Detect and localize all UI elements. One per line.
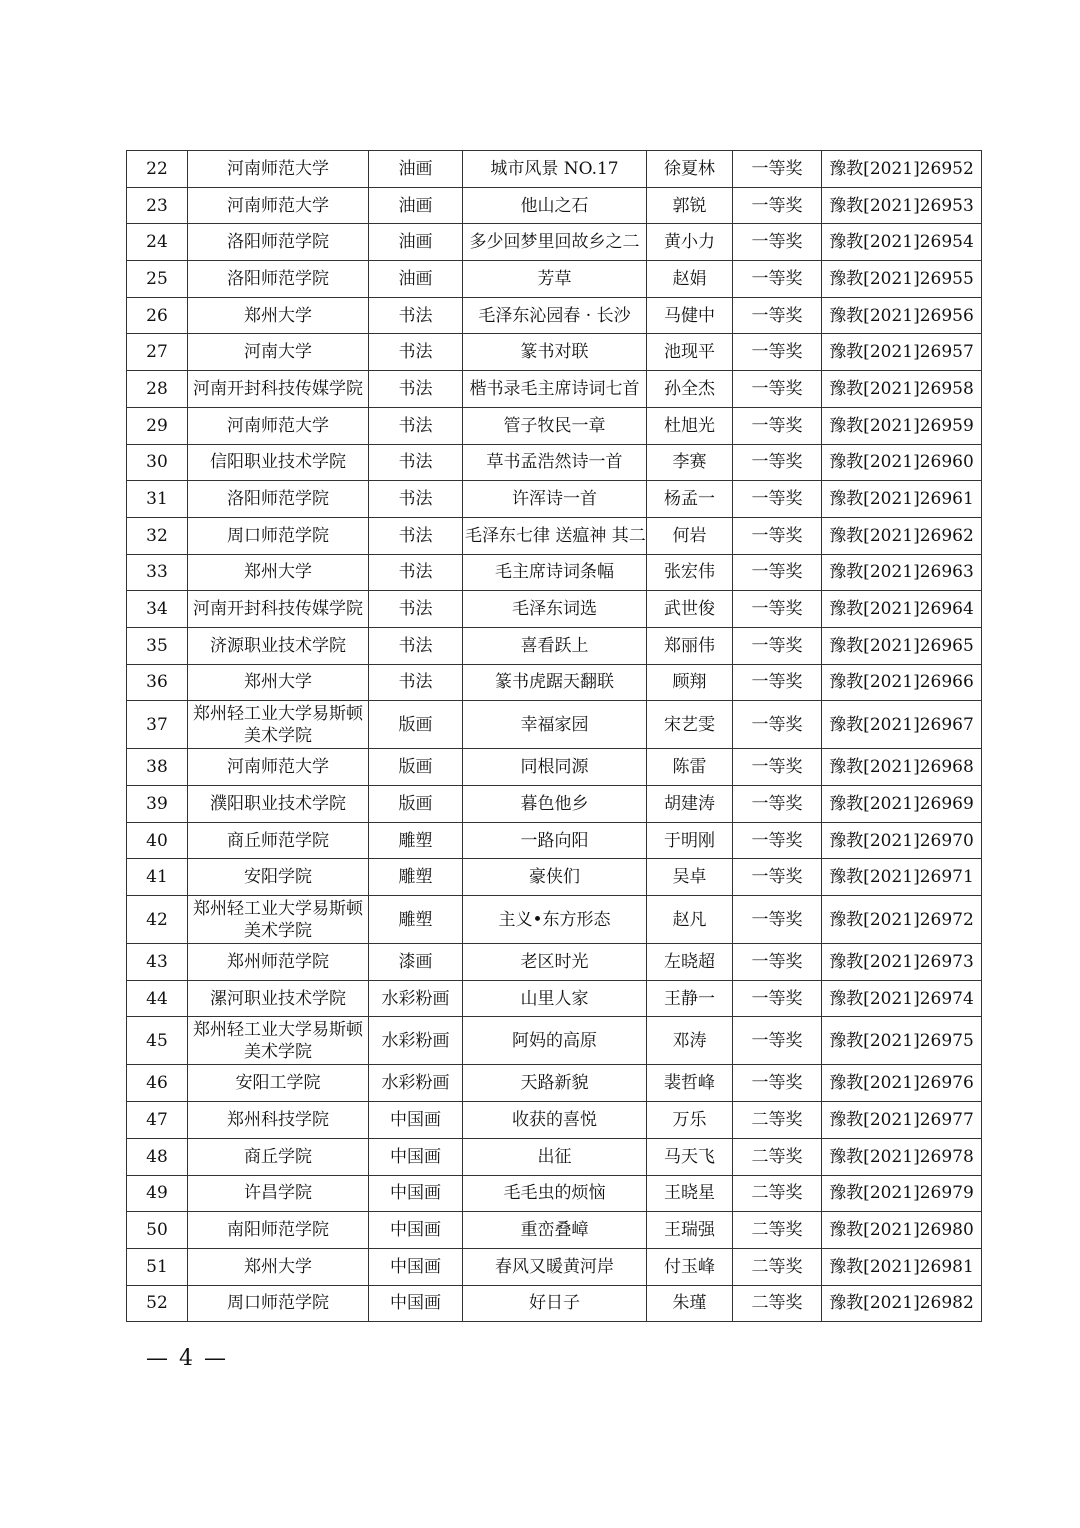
artwork-title-cell: 暮色他乡 — [463, 786, 647, 823]
category-cell: 书法 — [369, 554, 463, 591]
document-number-cell: 豫教[2021]26977 — [822, 1102, 982, 1139]
document-number-cell: 豫教[2021]26953 — [822, 187, 982, 224]
author-name-cell: 徐夏林 — [647, 151, 733, 188]
row-number-cell: 45 — [127, 1017, 188, 1065]
document-number-cell: 豫教[2021]26971 — [822, 859, 982, 896]
row-number-cell: 47 — [127, 1102, 188, 1139]
table-row — [127, 151, 982, 188]
document-number-cell: 豫教[2021]26979 — [822, 1175, 982, 1212]
author-name-cell: 赵凡 — [647, 896, 733, 944]
school-name-cell: 洛阳师范学院 — [188, 481, 369, 518]
award-level-cell: 一等奖 — [733, 407, 822, 444]
row-number-cell: 50 — [127, 1212, 188, 1249]
award-level-cell: 一等奖 — [733, 627, 822, 664]
row-number-cell: 31 — [127, 481, 188, 518]
school-name-cell: 河南师范大学 — [188, 407, 369, 444]
award-level-cell: 一等奖 — [733, 444, 822, 481]
artwork-title-cell: 一路向阳 — [463, 822, 647, 859]
document-number-cell: 豫教[2021]26960 — [822, 444, 982, 481]
artwork-title-cell: 重峦叠嶂 — [463, 1212, 647, 1249]
category-cell: 书法 — [369, 664, 463, 701]
document-number-cell: 豫教[2021]26964 — [822, 591, 982, 628]
row-number-cell: 38 — [127, 749, 188, 786]
table-row — [127, 1102, 982, 1139]
school-name-cell: 郑州大学 — [188, 297, 369, 334]
table-row — [127, 481, 982, 518]
award-level-cell: 一等奖 — [733, 187, 822, 224]
table-row — [127, 1065, 982, 1102]
school-name-cell: 南阳师范学院 — [188, 1212, 369, 1249]
artwork-title-cell: 山里人家 — [463, 980, 647, 1017]
document-number-cell: 豫教[2021]26965 — [822, 627, 982, 664]
row-number-cell: 48 — [127, 1138, 188, 1175]
category-cell: 水彩粉画 — [369, 1017, 463, 1065]
row-number-cell: 35 — [127, 627, 188, 664]
award-level-cell: 二等奖 — [733, 1138, 822, 1175]
category-cell: 中国画 — [369, 1138, 463, 1175]
author-name-cell: 杨孟一 — [647, 481, 733, 518]
table-row — [127, 517, 982, 554]
category-cell: 书法 — [369, 297, 463, 334]
table-row — [127, 980, 982, 1017]
author-name-cell: 马健中 — [647, 297, 733, 334]
school-name-cell: 濮阳职业技术学院 — [188, 786, 369, 823]
row-number-cell: 40 — [127, 822, 188, 859]
table-row — [127, 554, 982, 591]
row-number-cell: 29 — [127, 407, 188, 444]
table-row — [127, 297, 982, 334]
row-number-cell: 28 — [127, 371, 188, 408]
table-row — [127, 1017, 982, 1065]
award-level-cell: 一等奖 — [733, 980, 822, 1017]
row-number-cell: 51 — [127, 1248, 188, 1285]
table-row — [127, 1248, 982, 1285]
table-row — [127, 1212, 982, 1249]
table-row — [127, 896, 982, 944]
table-row — [127, 627, 982, 664]
row-number-cell: 25 — [127, 261, 188, 298]
school-name-cell: 漯河职业技术学院 — [188, 980, 369, 1017]
author-name-cell: 吴卓 — [647, 859, 733, 896]
row-number-cell: 43 — [127, 944, 188, 981]
author-name-cell: 何岩 — [647, 517, 733, 554]
artwork-title-cell: 老区时光 — [463, 944, 647, 981]
author-name-cell: 郑丽伟 — [647, 627, 733, 664]
award-level-cell: 二等奖 — [733, 1248, 822, 1285]
document-number-cell: 豫教[2021]26974 — [822, 980, 982, 1017]
artwork-title-cell: 多少回梦里回故乡之二 — [463, 224, 647, 261]
table-row — [127, 407, 982, 444]
row-number-cell: 22 — [127, 151, 188, 188]
award-level-cell: 一等奖 — [733, 859, 822, 896]
category-cell: 书法 — [369, 627, 463, 664]
category-cell: 版画 — [369, 749, 463, 786]
artwork-title-cell: 管子牧民一章 — [463, 407, 647, 444]
category-cell: 油画 — [369, 224, 463, 261]
page-number: — 4 — — [146, 1346, 228, 1371]
category-cell: 油画 — [369, 151, 463, 188]
author-name-cell: 李赛 — [647, 444, 733, 481]
row-number-cell: 34 — [127, 591, 188, 628]
table-row — [127, 444, 982, 481]
artwork-title-cell: 好日子 — [463, 1285, 647, 1322]
row-number-cell: 32 — [127, 517, 188, 554]
row-number-cell: 41 — [127, 859, 188, 896]
school-name-cell: 郑州轻工业大学易斯顿美术学院 — [188, 896, 369, 944]
category-cell: 漆画 — [369, 944, 463, 981]
award-level-cell: 二等奖 — [733, 1102, 822, 1139]
author-name-cell: 裴哲峰 — [647, 1065, 733, 1102]
author-name-cell: 左晓超 — [647, 944, 733, 981]
school-name-cell: 安阳工学院 — [188, 1065, 369, 1102]
row-number-cell: 24 — [127, 224, 188, 261]
artwork-title-cell: 豪侠们 — [463, 859, 647, 896]
document-number-cell: 豫教[2021]26959 — [822, 407, 982, 444]
category-cell: 雕塑 — [369, 896, 463, 944]
artwork-title-cell: 毛主席诗词条幅 — [463, 554, 647, 591]
artwork-title-cell: 毛泽东七律 送瘟神 其二 — [463, 517, 647, 554]
award-level-cell: 一等奖 — [733, 822, 822, 859]
author-name-cell: 陈雷 — [647, 749, 733, 786]
award-level-cell: 二等奖 — [733, 1285, 822, 1322]
table-row — [127, 591, 982, 628]
school-name-cell: 郑州大学 — [188, 664, 369, 701]
award-level-cell: 一等奖 — [733, 151, 822, 188]
document-number-cell: 豫教[2021]26963 — [822, 554, 982, 591]
table-row — [127, 187, 982, 224]
author-name-cell: 顾翔 — [647, 664, 733, 701]
school-name-cell: 河南师范大学 — [188, 151, 369, 188]
award-level-cell: 一等奖 — [733, 297, 822, 334]
table-body — [127, 151, 982, 1322]
document-number-cell: 豫教[2021]26972 — [822, 896, 982, 944]
school-name-cell: 周口师范学院 — [188, 1285, 369, 1322]
row-number-cell: 36 — [127, 664, 188, 701]
row-number-cell: 30 — [127, 444, 188, 481]
award-level-cell: 二等奖 — [733, 1212, 822, 1249]
artwork-title-cell: 收获的喜悦 — [463, 1102, 647, 1139]
row-number-cell: 52 — [127, 1285, 188, 1322]
author-name-cell: 王瑞强 — [647, 1212, 733, 1249]
award-level-cell: 一等奖 — [733, 481, 822, 518]
category-cell: 书法 — [369, 334, 463, 371]
table-row — [127, 664, 982, 701]
document-number-cell: 豫教[2021]26970 — [822, 822, 982, 859]
row-number-cell: 27 — [127, 334, 188, 371]
table-row — [127, 786, 982, 823]
award-level-cell: 一等奖 — [733, 1065, 822, 1102]
school-name-cell: 河南大学 — [188, 334, 369, 371]
school-name-cell: 郑州科技学院 — [188, 1102, 369, 1139]
row-number-cell: 44 — [127, 980, 188, 1017]
document-number-cell: 豫教[2021]26961 — [822, 481, 982, 518]
school-name-cell: 郑州轻工业大学易斯顿美术学院 — [188, 1017, 369, 1065]
category-cell: 雕塑 — [369, 822, 463, 859]
row-number-cell: 42 — [127, 896, 188, 944]
author-name-cell: 张宏伟 — [647, 554, 733, 591]
school-name-cell: 郑州大学 — [188, 554, 369, 591]
artwork-title-cell: 草书孟浩然诗一首 — [463, 444, 647, 481]
award-level-cell: 一等奖 — [733, 896, 822, 944]
award-level-cell: 一等奖 — [733, 371, 822, 408]
table-row — [127, 1285, 982, 1322]
category-cell: 水彩粉画 — [369, 1065, 463, 1102]
category-cell: 中国画 — [369, 1175, 463, 1212]
table-row — [127, 1138, 982, 1175]
artwork-title-cell: 芳草 — [463, 261, 647, 298]
category-cell: 书法 — [369, 591, 463, 628]
award-level-cell: 一等奖 — [733, 1017, 822, 1065]
artwork-title-cell: 篆书对联 — [463, 334, 647, 371]
author-name-cell: 万乐 — [647, 1102, 733, 1139]
school-name-cell: 郑州轻工业大学易斯顿美术学院 — [188, 701, 369, 749]
table-row — [127, 371, 982, 408]
author-name-cell: 王晓星 — [647, 1175, 733, 1212]
category-cell: 书法 — [369, 371, 463, 408]
document-number-cell: 豫教[2021]26980 — [822, 1212, 982, 1249]
category-cell: 中国画 — [369, 1285, 463, 1322]
document-number-cell: 豫教[2021]26955 — [822, 261, 982, 298]
artwork-title-cell: 楷书录毛主席诗词七首 — [463, 371, 647, 408]
author-name-cell: 胡建涛 — [647, 786, 733, 823]
document-number-cell: 豫教[2021]26975 — [822, 1017, 982, 1065]
document-number-cell: 豫教[2021]26981 — [822, 1248, 982, 1285]
table-row — [127, 859, 982, 896]
artwork-title-cell: 他山之石 — [463, 187, 647, 224]
author-name-cell: 赵娟 — [647, 261, 733, 298]
school-name-cell: 洛阳师范学院 — [188, 224, 369, 261]
document-number-cell: 豫教[2021]26957 — [822, 334, 982, 371]
artwork-title-cell: 毛泽东词选 — [463, 591, 647, 628]
document-number-cell: 豫教[2021]26954 — [822, 224, 982, 261]
category-cell: 书法 — [369, 481, 463, 518]
row-number-cell: 37 — [127, 701, 188, 749]
document-number-cell: 豫教[2021]26978 — [822, 1138, 982, 1175]
author-name-cell: 王静一 — [647, 980, 733, 1017]
school-name-cell: 商丘学院 — [188, 1138, 369, 1175]
school-name-cell: 郑州大学 — [188, 1248, 369, 1285]
award-level-cell: 一等奖 — [733, 334, 822, 371]
document-number-cell: 豫教[2021]26962 — [822, 517, 982, 554]
artwork-title-cell: 毛毛虫的烦恼 — [463, 1175, 647, 1212]
author-name-cell: 邓涛 — [647, 1017, 733, 1065]
school-name-cell: 许昌学院 — [188, 1175, 369, 1212]
document-number-cell: 豫教[2021]26973 — [822, 944, 982, 981]
award-level-cell: 一等奖 — [733, 664, 822, 701]
document-number-cell: 豫教[2021]26976 — [822, 1065, 982, 1102]
school-name-cell: 商丘师范学院 — [188, 822, 369, 859]
artwork-title-cell: 幸福家园 — [463, 701, 647, 749]
table-row — [127, 1175, 982, 1212]
category-cell: 中国画 — [369, 1102, 463, 1139]
artwork-title-cell: 许浑诗一首 — [463, 481, 647, 518]
document-number-cell: 豫教[2021]26967 — [822, 701, 982, 749]
table-row — [127, 822, 982, 859]
school-name-cell: 济源职业技术学院 — [188, 627, 369, 664]
artwork-title-cell: 毛泽东沁园春 · 长沙 — [463, 297, 647, 334]
school-name-cell: 河南开封科技传媒学院 — [188, 371, 369, 408]
table-row — [127, 944, 982, 981]
award-level-cell: 一等奖 — [733, 554, 822, 591]
table-row — [127, 701, 982, 749]
school-name-cell: 洛阳师范学院 — [188, 261, 369, 298]
document-number-cell: 豫教[2021]26952 — [822, 151, 982, 188]
document-number-cell: 豫教[2021]26968 — [822, 749, 982, 786]
author-name-cell: 郭锐 — [647, 187, 733, 224]
school-name-cell: 周口师范学院 — [188, 517, 369, 554]
artwork-title-cell: 天路新貌 — [463, 1065, 647, 1102]
school-name-cell: 河南师范大学 — [188, 749, 369, 786]
award-level-cell: 一等奖 — [733, 749, 822, 786]
award-level-cell: 一等奖 — [733, 224, 822, 261]
author-name-cell: 孙全杰 — [647, 371, 733, 408]
author-name-cell: 马天飞 — [647, 1138, 733, 1175]
artwork-title-cell: 春风又暖黄河岸 — [463, 1248, 647, 1285]
row-number-cell: 46 — [127, 1065, 188, 1102]
category-cell: 油画 — [369, 187, 463, 224]
artwork-title-cell: 主义•东方形态 — [463, 896, 647, 944]
school-name-cell: 信阳职业技术学院 — [188, 444, 369, 481]
document-number-cell: 豫教[2021]26956 — [822, 297, 982, 334]
artwork-title-cell: 出征 — [463, 1138, 647, 1175]
table-row — [127, 334, 982, 371]
table-row — [127, 749, 982, 786]
document-number-cell: 豫教[2021]26969 — [822, 786, 982, 823]
category-cell: 中国画 — [369, 1248, 463, 1285]
row-number-cell: 33 — [127, 554, 188, 591]
school-name-cell: 河南开封科技传媒学院 — [188, 591, 369, 628]
category-cell: 水彩粉画 — [369, 980, 463, 1017]
awards-table — [126, 150, 982, 1322]
author-name-cell: 付玉峰 — [647, 1248, 733, 1285]
school-name-cell: 河南师范大学 — [188, 187, 369, 224]
document-number-cell: 豫教[2021]26958 — [822, 371, 982, 408]
author-name-cell: 朱瑾 — [647, 1285, 733, 1322]
artwork-title-cell: 同根同源 — [463, 749, 647, 786]
author-name-cell: 于明刚 — [647, 822, 733, 859]
row-number-cell: 26 — [127, 297, 188, 334]
artwork-title-cell: 城市风景 NO.17 — [463, 151, 647, 188]
category-cell: 书法 — [369, 407, 463, 444]
award-level-cell: 一等奖 — [733, 786, 822, 823]
school-name-cell: 安阳学院 — [188, 859, 369, 896]
category-cell: 油画 — [369, 261, 463, 298]
author-name-cell: 杜旭光 — [647, 407, 733, 444]
award-level-cell: 一等奖 — [733, 701, 822, 749]
row-number-cell: 49 — [127, 1175, 188, 1212]
artwork-title-cell: 喜看跃上 — [463, 627, 647, 664]
category-cell: 书法 — [369, 517, 463, 554]
category-cell: 版画 — [369, 786, 463, 823]
category-cell: 版画 — [369, 701, 463, 749]
award-level-cell: 一等奖 — [733, 591, 822, 628]
table-row — [127, 224, 982, 261]
award-level-cell: 一等奖 — [733, 517, 822, 554]
row-number-cell: 39 — [127, 786, 188, 823]
artwork-title-cell: 篆书虎踞天翻联 — [463, 664, 647, 701]
table-row — [127, 261, 982, 298]
author-name-cell: 宋艺雯 — [647, 701, 733, 749]
document-number-cell: 豫教[2021]26966 — [822, 664, 982, 701]
author-name-cell: 池现平 — [647, 334, 733, 371]
school-name-cell: 郑州师范学院 — [188, 944, 369, 981]
category-cell: 雕塑 — [369, 859, 463, 896]
artwork-title-cell: 阿妈的高原 — [463, 1017, 647, 1065]
award-level-cell: 一等奖 — [733, 261, 822, 298]
award-level-cell: 一等奖 — [733, 944, 822, 981]
category-cell: 书法 — [369, 444, 463, 481]
document-number-cell: 豫教[2021]26982 — [822, 1285, 982, 1322]
row-number-cell: 23 — [127, 187, 188, 224]
author-name-cell: 黄小力 — [647, 224, 733, 261]
category-cell: 中国画 — [369, 1212, 463, 1249]
award-level-cell: 二等奖 — [733, 1175, 822, 1212]
author-name-cell: 武世俊 — [647, 591, 733, 628]
